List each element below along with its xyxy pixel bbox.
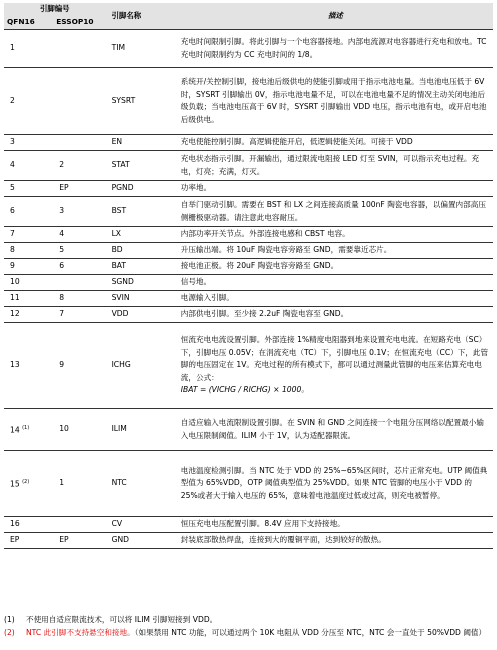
table-row: 12 7 VDD 内部供电引脚。至少接 2.2uF 陶瓷电容至 GND。 <box>4 307 493 323</box>
footnote-ref-2: (2) <box>22 478 30 485</box>
table-row: 4 2 STAT 充电状态指示引脚。开漏输出，通过限流电阻接 LED 灯至 SVIN，可以指示充电过程。充电，灯亮；充满，灯灭。 <box>4 151 493 181</box>
table-row: 9 6 BAT 接电池正极。将 20uF 陶瓷电容旁路至 GND。 <box>4 259 493 275</box>
footnote-ref-1: (1) <box>22 424 30 431</box>
pin-number-group-header: 引脚编号 <box>4 3 106 16</box>
footnotes <box>4 614 493 639</box>
ibat-formula: IBAT = (VICHG / RICHG) × 1000。 <box>180 385 309 395</box>
table-row: 10 SGND 信号地。 <box>4 275 493 291</box>
pin-table <box>4 3 493 549</box>
footnote-2: (2) NTC 此引脚不支持悬空和接地。（如果禁用 NTC 功能，可以通过两个 10K 电阻从 VDD 分压至 NTC，NTC 会一直处于 50%VDD 阈值） <box>4 627 487 637</box>
footnote-1: (1) 不使用自适应限流技术，可以将 ILIM 引脚短接到 VDD。 <box>4 615 218 624</box>
pin-name-header: 引脚名称 <box>106 3 178 30</box>
table-row: 6 3 BST 自举门驱动引脚。需要在 BST 和 LX 之间连接高质量 100nF 陶瓷电容器，以偏置内部高压侧栅极驱动器。请注意此电容耐压。 <box>4 197 493 227</box>
table-row: 1 TIM 充电时间限制引脚。将此引脚与一个电容器接地。内部电流源对电容器进行充电和放电。TC 充电时间限制约为 CC 充电时间的 1/8。 <box>4 30 493 68</box>
table-row: 7 4 LX 内部功率开关节点。外部连接电感和 CBST 电容。 <box>4 227 493 243</box>
description-header: 描述 <box>178 3 493 30</box>
table-row: 11 8 SVIN 电源输入引脚。 <box>4 291 493 307</box>
table-row: 16 CV 恒压充电电压配置引脚。8.4V 应用下支持接地。 <box>4 517 493 533</box>
table-row: 13 9 ICHG 恒流充电电流设置引脚。外部连接 1%精度电阻器到地来设置充电电流。在短路充电（SC）下，引脚电压 0.05V；在涓流充电（TC）下，引脚电压 0.1V；在恒流充电（CC）下，此管脚的电压固定在 1V。充电过程的所有模式下，都可以通过测量此管脚的电压来估算充电电流，公式： IBAT = (VICHG / RICHG) × 1000。 <box>4 323 493 409</box>
ichg-description: 恒流充电电流设置引脚。外部连接 1%精度电阻器到地来设置充电电流。在短路充电（SC）下，引脚电压 0.05V；在涓流充电（TC）下，引脚电压 0.1V；在恒流充电（CC）下，此管脚的电压固定在 1V。充电过程的所有模式下，都可以通过测量此管脚的电压来估算充电电流，公式： <box>180 335 489 382</box>
table-row: EP EP GND 封装底部散热焊盘，连接到大的覆铜平面，达到较好的散热。 <box>4 533 493 549</box>
table-row: 15 $^{(2)}$ 1 NTC 电池温度检测引脚。当 NTC 处于 VDD 的 25%~65%区间时，芯片正常充电。UTP 阈值典型值为 65%VDD，OTP 阈值典型值为 25%VDD。如果 NTC 管脚的电压小于 VDD 的 25%或者大于输入电压的 65%，意味着电池温度过低或过高，则充电被暂停。 <box>4 451 493 517</box>
qfn16-header: QFN16 <box>4 16 53 30</box>
table-row: 8 5 BD 升压输出端。将 10uF 陶瓷电容旁路至 GND，需要靠近芯片。 <box>4 243 493 259</box>
essop10-header: ESSOP10 <box>53 16 105 30</box>
ntc-warning: NTC 此引脚不支持悬空和接地。 <box>26 627 135 637</box>
table-row: 3 EN 充电使能控制引脚。高逻辑使能开启，低逻辑使能关闭。可接于 VDD <box>4 135 493 151</box>
table-row: 14 $^{(1)}$ 10 ILIM 自适应输入电流限制设置引脚。在 SVIN 和 GND 之间连接一个电阻分压网络以配置最小输入电压限制阈值。ILIM 小于 1V，认为适配器限流。 <box>4 409 493 451</box>
table-row: 5 EP PGND 功率地。 <box>4 181 493 197</box>
table-row: 2 SYSRT 系统开/关控制引脚，接电池后级供电的使能引脚或用于指示电池电量。当电池电压低于 6V 时，SYSRT 引脚输出 0V，指示电池电量不足，可以在电池电量不足的情况主动关闭电池后级负载；当电池电压高于 6V 时，SYSRT 引脚输出 VDD 电压，指示电池有电，或开启电池后级供电。 <box>4 68 493 135</box>
